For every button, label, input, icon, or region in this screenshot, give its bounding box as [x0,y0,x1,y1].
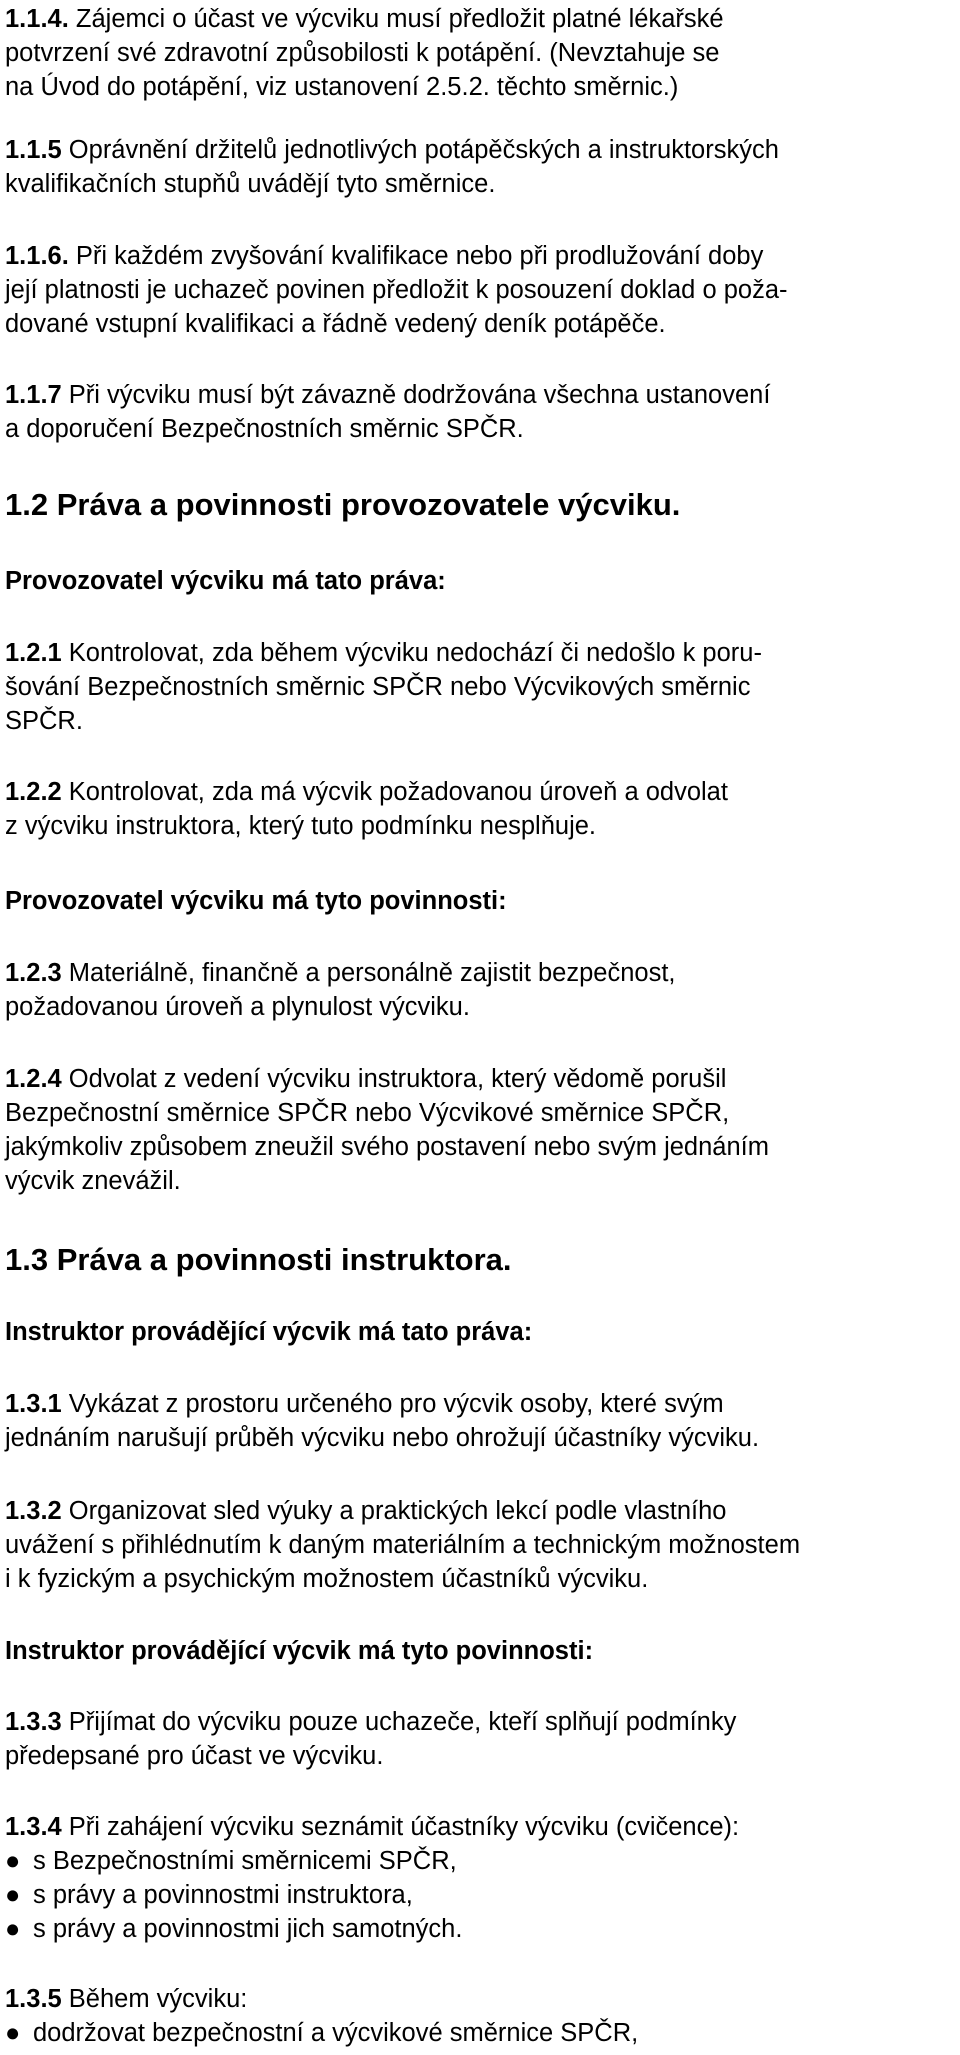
paragraph-1-1-5 [5,133,945,201]
paragraph-number: 1.1.6. [5,242,69,270]
paragraph-number: 1.3.2 [5,1497,62,1525]
section-heading-1-2: 1.2 Práva a povinnosti provozovatele výcviku. [5,487,681,522]
paragraph-number: 1.1.5 [5,136,62,164]
paragraph-number: 1.2.4 [5,1065,62,1093]
list-item [5,1878,945,1912]
paragraph-number: 1.3.1 [5,1390,62,1418]
bullet-icon: ● [5,1915,21,1943]
paragraph-text: Bezpečnostní směrnice SPČR nebo Výcvikové směrnice SPČR, [5,1099,730,1127]
paragraph-number: 1.1.4. [5,5,69,33]
subheading-instructor-rights: Instruktor provádějící výcvik má tato práva: [5,1318,533,1346]
bullet-icon: ● [5,1847,21,1875]
list-item [5,2016,945,2050]
paragraph-1-1-7 [5,378,945,446]
paragraph-number: 1.1.7 [5,381,62,409]
list-item [5,1844,945,1878]
paragraph-1-3-5 [5,1982,945,2050]
paragraph-text: výcvik znevážil. [5,1167,181,1195]
paragraph-text: uvážení s přihlédnutím k daným materiálním a technickým možnostem [5,1531,801,1559]
paragraph-text: Materiálně, finančně a personálně zajistit bezpečnost, [61,959,676,987]
subheading-instructor-duties: Instruktor provádějící výcvik má tyto povinnosti: [5,1637,594,1665]
paragraph-text: Organizovat sled výuky a praktických lekcí podle vlastního [61,1497,727,1525]
paragraph-1-2-1 [5,636,945,738]
paragraph-1-3-2 [5,1494,945,1596]
paragraph-text: SPČR. [5,707,83,735]
paragraph-text: Zájemci o účast ve výcviku musí předložit platné lékařské [68,5,724,33]
paragraph-text: její platnosti je uchazeč povinen předložit k posouzení doklad o poža- [5,276,788,304]
paragraph-text: dované vstupní kvalifikaci a řádně vedený deník potápěče. [5,310,666,338]
paragraph-text: jakýmkoliv způsobem zneužil svého postavení nebo svým jednáním [5,1133,769,1161]
section-heading-1-3: 1.3 Práva a povinnosti instruktora. [5,1242,512,1277]
paragraph-text: Kontrolovat, zda má výcvik požadovanou úroveň a odvolat [61,778,728,806]
paragraph-1-2-3 [5,956,945,1024]
paragraph-1-2-2 [5,775,945,843]
paragraph-text: Kontrolovat, zda během výcviku nedochází či nedošlo k poru- [61,639,762,667]
paragraph-text: i k fyzickým a psychickým možnostem účastníků výcviku. [5,1565,649,1593]
list-item-text: s Bezpečnostními směrnicemi SPČR, [33,1847,457,1875]
list-item-text: dodržovat bezpečnostní a výcvikové směrnice SPČR, [33,2019,639,2047]
subheading-operator-rights: Provozovatel výcviku má tato práva: [5,567,446,595]
paragraph-text: na Úvod do potápění, viz ustanovení 2.5.2. těchto směrnic.) [5,73,679,101]
paragraph-1-3-1 [5,1387,945,1455]
paragraph-number: 1.3.5 [5,1985,62,2013]
paragraph-number: 1.2.1 [5,639,62,667]
subheading-operator-duties: Provozovatel výcviku má tyto povinnosti: [5,887,507,915]
paragraph-text: Při výcviku musí být závazně dodržována všechna ustanovení [61,381,771,409]
paragraph-text: Přijímat do výcviku pouze uchazeče, kteří splňují podmínky [61,1708,737,1736]
bullet-icon: ● [5,2019,21,2047]
bullet-icon: ● [5,1881,21,1909]
paragraph-1-1-6 [5,239,945,341]
paragraph-text: šování Bezpečnostních směrnic SPČR nebo Výcvikových směrnic [5,673,751,701]
paragraph-text: Vykázat z prostoru určeného pro výcvik osoby, které svým [61,1390,724,1418]
paragraph-1-3-4 [5,1810,945,1946]
paragraph-text: potvrzení své zdravotní způsobilosti k potápění. (Nevztahuje se [5,39,720,67]
paragraph-1-2-4 [5,1062,945,1198]
paragraph-text: požadovanou úroveň a plynulost výcviku. [5,993,470,1021]
paragraph-text: Při zahájení výcviku seznámit účastníky výcviku (cvičence): [61,1813,740,1841]
paragraph-text: Odvolat z vedení výcviku instruktora, který vědomě porušil [61,1065,727,1093]
paragraph-number: 1.3.4 [5,1813,62,1841]
paragraph-text: z výcviku instruktora, který tuto podmínku nesplňuje. [5,812,597,840]
paragraph-text: kvalifikačních stupňů uvádějí tyto směrnice. [5,170,496,198]
paragraph-text: Při každém zvyšování kvalifikace nebo při prodlužování doby [68,242,764,270]
paragraph-text: Během výcviku: [61,1985,248,2013]
paragraph-number: 1.2.2 [5,778,62,806]
list-item-text: s právy a povinnostmi jich samotných. [33,1915,463,1943]
paragraph-number: 1.2.3 [5,959,62,987]
list-item [5,1912,945,1946]
paragraph-1-1-4 [5,2,945,104]
paragraph-text: a doporučení Bezpečnostních směrnic SPČR. [5,415,524,443]
paragraph-text: předepsané pro účast ve výcviku. [5,1742,384,1770]
paragraph-1-3-3 [5,1705,945,1773]
paragraph-text: Oprávnění držitelů jednotlivých potápěčských a instruktorských [61,136,779,164]
list-item-text: s právy a povinnostmi instruktora, [33,1881,413,1909]
paragraph-number: 1.3.3 [5,1708,62,1736]
paragraph-text: jednáním narušují průběh výcviku nebo ohrožují účastníky výcviku. [5,1424,760,1452]
